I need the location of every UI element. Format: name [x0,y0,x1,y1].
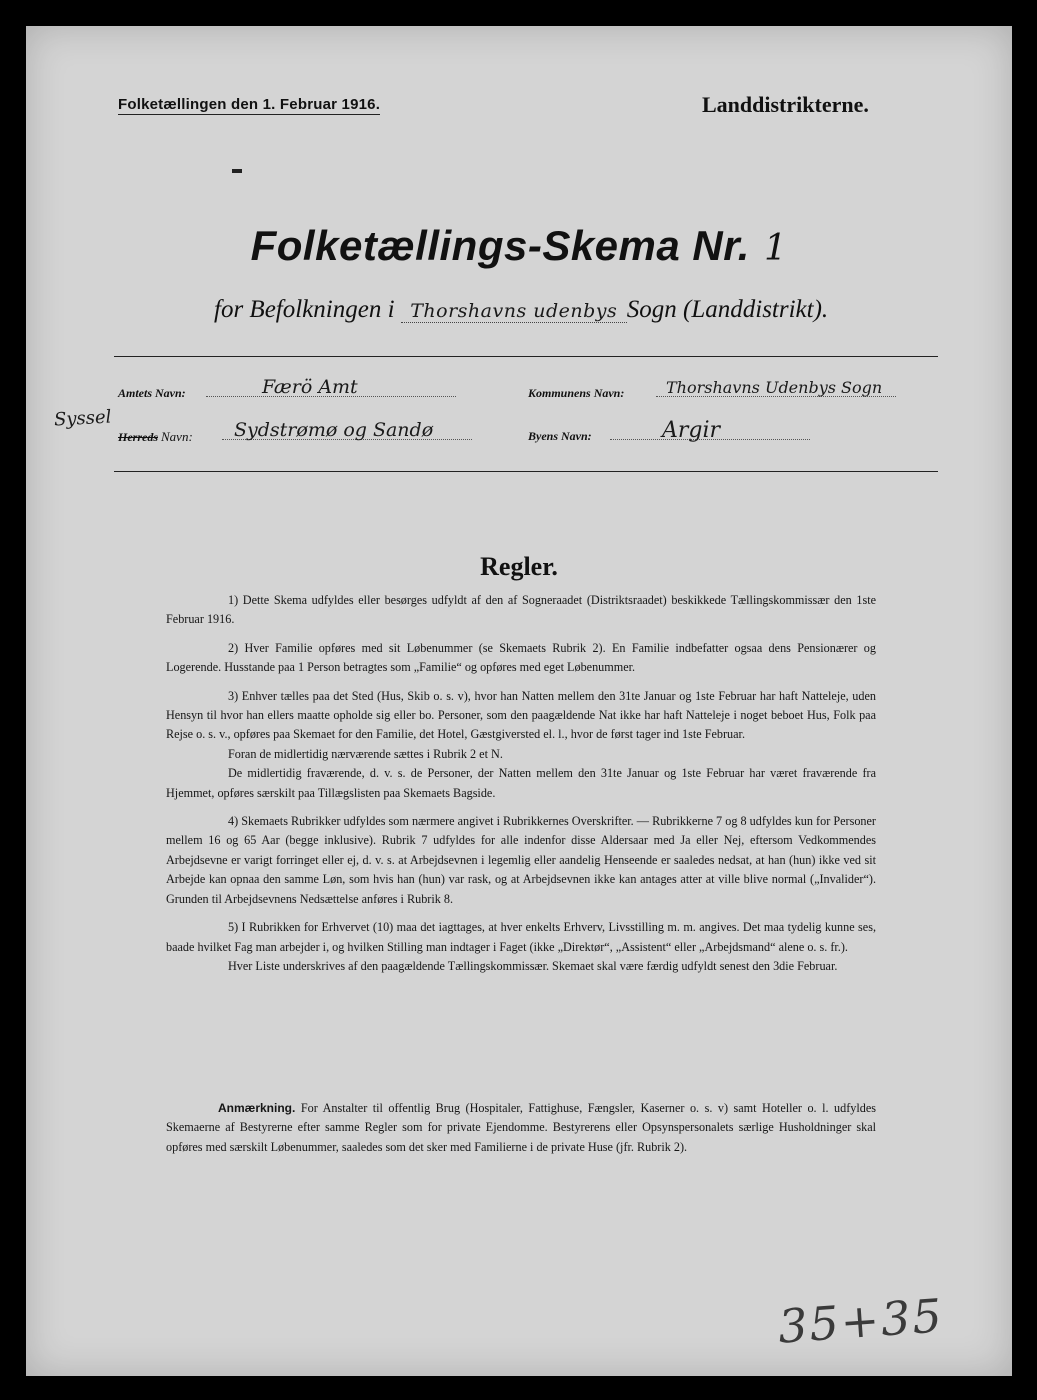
annotation-note [166,1099,876,1157]
parish-name-field: Thorshavns udenbys [401,300,627,323]
form-title-text: Folketællings-Skema Nr. [250,222,750,269]
census-date-header: Folketællingen den 1. Februar 1916. [118,96,381,113]
form-subtitle [214,296,828,324]
rule-1: 1) Dette Skema udfyldes eller besørges udfyldt af den af Sogneraadet (Distriktsraadet) beskikkede Tællingskommissær den 1ste Februar 1916. [166,593,876,627]
top-divider [114,356,938,357]
census-form-page [26,26,1012,1376]
herred-label-struck: Herreds [118,430,158,444]
kommune-value: Thorshavns Udenbys Sogn [666,378,883,397]
annotation-text: For Anstalter til offentlig Brug (Hospitaler, Fattighuse, Fængsler, Kaserner o. s. v) samt Hoteller o. l. udfyldes Skemaerne af Bestyrerne efter samme Regler som for private Ejendomme. Bestyrerens eller Opsynspersonalets særlige Husholdninger skal opføres med særskilt Løbenummer, saaledes som det sker med Familierne i de private Huse (jfr. Rubrik 2). [166,1101,877,1154]
by-value: Argir [662,418,721,443]
subtitle-prefix: for Befolkningen i [214,296,395,323]
rules-heading: Regler. [480,552,558,581]
subtitle-suffix: Sogn (Landdistrikt). [626,296,829,323]
rule-3-fravaerende: De midlertidig fraværende, d. v. s. de Personer, der Natten mellem den 31te Januar og 1ste Februar har været fraværende fra Hjemmet, opføres særskilt paa Tillægslisten paa Skemaets Bagside. [166,766,876,800]
herred-label-rest: Navn: [161,429,193,444]
kommune-label: Kommunens Navn: [528,386,625,400]
rule-4: 4) Skemaets Rubrikker udfyldes som nærmere angivet i Rubrikkernes Overskrifter. — Rubrikkerne 7 og 8 udfyldes kun for Personer mellem 16 og 65 Aar (begge inklusive). Rubrik 7 udfyldes for alle indenfor disse Aldersaar med Ja eller Nej, eftersom Vedkommendes Arbejdsevne er varigt forringet eller ej, d. v. s. at Arbejdsevnen i legemlig eller aandelig Henseende er saaledes nedsat, at han (hun) ikke ved sit Arbejde kan opnaa den samme Løn, som hvis han (hun) var rask, og at Arbejdsevnen ikke kan antages atter at ville blive normal („Invalider“). Grunden til Arbejdsevnens Nedsættelse anføres i Rubrik 8. [166,814,876,906]
amt-value: Færö Amt [262,376,358,398]
herred-label [118,429,193,445]
ink-mark [232,169,242,173]
rules-text [166,591,876,976]
archive-pencil-mark: 35+35 [776,1288,946,1354]
rule-2: 2) Hver Familie opføres med sit Løbenummer (se Skemaets Rubrik 2). En Familie indbefatter ogsaa dens Pensionærer og Logerende. Husstande paa 1 Person betragtes som „Familie“ og opføres med eget Løbenummer. [166,640,876,675]
herred-value: Sydstrømø og Sandø [234,419,434,441]
form-title [26,222,1012,270]
rule-3: 3) Enhver tælles paa det Sted (Hus, Skib o. s. v), hvor han Natten mellem den 31te Januar og 1ste Februar har haft Natteleje, uden Hensyn til hvor han ellers maatte opholde sig eller bo. Personer, som den paagældende Nat ikke har haft Natteleje i noget beboet Hus, Folk paa Rejse o. s. v., opføres paa Skemaet for den Familie, det Hotel, Gæstgiversted el. l., hvor de først tager ind 1ste Februar. [166,688,876,742]
amt-label: Amtets Navn: [118,386,186,400]
bottom-divider [114,471,938,472]
annotation-lead: Anmærkning. [218,1101,296,1115]
rule-3-foran: Foran de midlertidig nærværende sættes i Rubrik 2 et N. [228,746,503,761]
rule-5-signing: Hver Liste underskrives af den paagældende Tællingskommissær. Skemaet skal være færdig udfyldt senest den 3die Februar. [228,958,838,973]
herred-correction: Syssel [53,406,112,431]
form-number: 1 [763,228,788,269]
rule-5: 5) I Rubrikken for Erhvervet (10) maa det iagttages, at hver enkelts Erhverv, Livsstilling m. m. angives. Det maa tydelig kunne ses, baade hvilket Fag man arbejder i, og hvilken Stilling man indtager i Faget (ikke „Direktør“, „Assistent“ eller „Arbejdsmand“ alene o. s. fr.). [166,920,876,954]
district-type-header: Landdistrikterne. [702,92,869,117]
by-label: Byens Navn: [528,429,592,443]
